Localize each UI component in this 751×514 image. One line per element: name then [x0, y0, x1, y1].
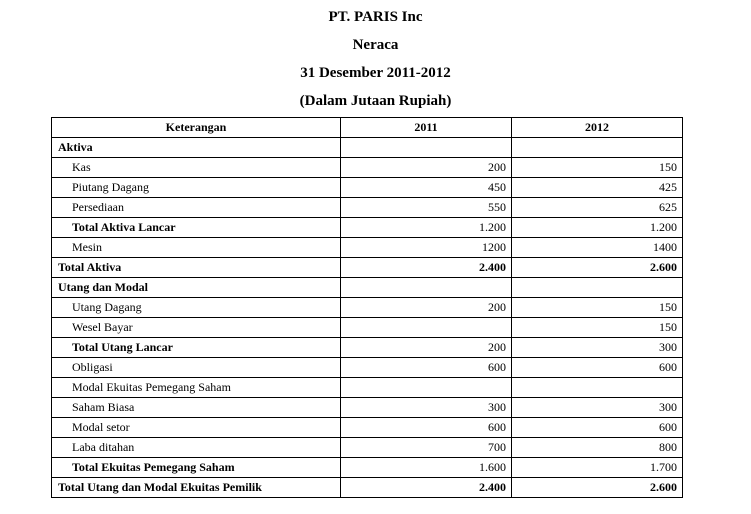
value-2012: 150 [512, 298, 683, 318]
value-2011: 200 [341, 338, 512, 358]
report-title: Neraca [352, 37, 399, 53]
value-2012: 625 [512, 198, 683, 218]
value-2011: 1.200 [341, 218, 512, 238]
column-header-2011: 2011 [341, 118, 512, 138]
row-label: Kas [52, 158, 341, 178]
table-row [52, 138, 683, 158]
value-2012: 600 [512, 418, 683, 438]
table-row [52, 198, 683, 218]
row-label: Utang dan Modal [52, 278, 341, 298]
column-header-keterangan: Keterangan [52, 118, 341, 138]
value-2012 [512, 138, 683, 158]
value-2011: 700 [341, 438, 512, 458]
value-2011: 200 [341, 158, 512, 178]
value-2012: 2.600 [512, 258, 683, 278]
table-row [52, 418, 683, 438]
row-label: Mesin [52, 238, 341, 258]
value-2012: 425 [512, 178, 683, 198]
report-unit: (Dalam Jutaan Rupiah) [299, 93, 452, 109]
row-label: Utang Dagang [52, 298, 341, 318]
value-2012 [512, 278, 683, 298]
value-2012: 1400 [512, 238, 683, 258]
value-2011: 200 [341, 298, 512, 318]
value-2011: 450 [341, 178, 512, 198]
value-2012: 800 [512, 438, 683, 458]
value-2011 [341, 138, 512, 158]
table-row [52, 158, 683, 178]
table-row [52, 218, 683, 238]
column-header-2012: 2012 [512, 118, 683, 138]
row-label: Modal setor [52, 418, 341, 438]
row-label: Total Aktiva Lancar [52, 218, 341, 238]
value-2012: 300 [512, 338, 683, 358]
value-2011: 1200 [341, 238, 512, 258]
row-label: Obligasi [52, 358, 341, 378]
value-2012: 1.200 [512, 218, 683, 238]
value-2012: 150 [512, 318, 683, 338]
row-label: Piutang Dagang [52, 178, 341, 198]
table-row [52, 438, 683, 458]
value-2012: 600 [512, 358, 683, 378]
report-period: 31 Desember 2011-2012 [300, 65, 451, 81]
balance-sheet-table [51, 117, 683, 498]
table-row [52, 338, 683, 358]
value-2012: 1.700 [512, 458, 683, 478]
value-2011 [341, 378, 512, 398]
row-label: Total Utang dan Modal Ekuitas Pemilik [52, 478, 341, 498]
value-2012: 300 [512, 398, 683, 418]
value-2011: 1.600 [341, 458, 512, 478]
table-row [52, 458, 683, 478]
table-row [52, 258, 683, 278]
table-header-row [52, 118, 683, 138]
value-2012 [512, 378, 683, 398]
table-row [52, 278, 683, 298]
table-row [52, 478, 683, 498]
row-label: Total Utang Lancar [52, 338, 341, 358]
row-label: Saham Biasa [52, 398, 341, 418]
value-2011 [341, 318, 512, 338]
value-2011: 300 [341, 398, 512, 418]
row-label: Aktiva [52, 138, 341, 158]
table-row [52, 398, 683, 418]
row-label: Total Ekuitas Pemegang Saham [52, 458, 341, 478]
table-row [52, 358, 683, 378]
value-2011: 2.400 [341, 258, 512, 278]
table-row [52, 318, 683, 338]
value-2011: 600 [341, 358, 512, 378]
value-2011 [341, 278, 512, 298]
row-label: Persediaan [52, 198, 341, 218]
value-2012: 2.600 [512, 478, 683, 498]
value-2011: 2.400 [341, 478, 512, 498]
value-2011: 600 [341, 418, 512, 438]
company-name: PT. PARIS Inc [328, 9, 423, 25]
value-2011: 550 [341, 198, 512, 218]
table-row [52, 178, 683, 198]
table-row [52, 238, 683, 258]
row-label: Wesel Bayar [52, 318, 341, 338]
table-row [52, 378, 683, 398]
row-label: Total Aktiva [52, 258, 341, 278]
row-label: Modal Ekuitas Pemegang Saham [52, 378, 341, 398]
table-row [52, 298, 683, 318]
row-label: Laba ditahan [52, 438, 341, 458]
value-2012: 150 [512, 158, 683, 178]
